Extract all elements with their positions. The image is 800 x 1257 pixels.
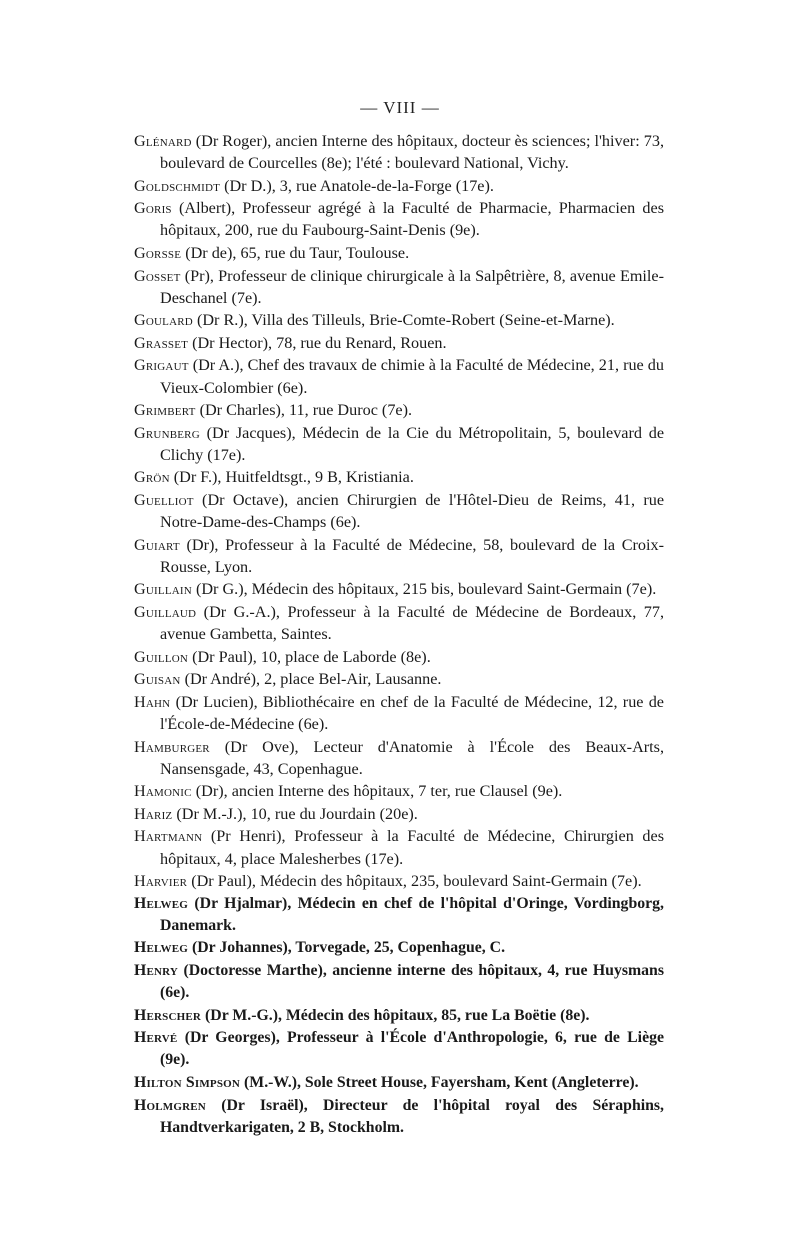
entry-name: Grimbert (134, 401, 196, 420)
list-item (134, 309, 664, 331)
directory-list (134, 130, 664, 1139)
entry-name: Grasset (134, 333, 189, 352)
entry-text: (Dr M.-G.), Médecin des hôpitaux, 85, rue La Boëtie (8e). (201, 1006, 590, 1024)
entry-name: Guelliot (134, 491, 194, 509)
entry-text: (Dr Charles), 11, rue Duroc (7e). (195, 401, 413, 420)
list-item (134, 825, 664, 869)
list-item (134, 422, 664, 466)
list-item (134, 803, 664, 825)
entry-text: (Dr A.), Chef des travaux de chimie à la Faculté de Médecine, 21, rue du Vieux-Colombier (6e). (160, 356, 664, 397)
entry-name: Goris (134, 199, 172, 218)
list-item (134, 893, 664, 937)
list-item (134, 354, 664, 398)
entry-name: Glénard (134, 132, 192, 150)
entry-text: (Dr Johannes), Torvegade, 25, Copenhague, C. (188, 939, 506, 957)
entry-name: Harvier (134, 872, 188, 891)
entry-name: Gorsse (134, 243, 182, 262)
list-item (134, 668, 664, 690)
entry-text: (Albert), Professeur agrégé à la Faculté de Pharmacie, Pharmacien des hôpitaux, 200, rue du Faubourg-Saint-Denis (9e). (160, 199, 664, 240)
list-item (134, 130, 664, 174)
entry-name: Hamonic (134, 782, 192, 801)
list-item (134, 601, 664, 645)
entry-text: (Doctoresse Marthe), ancienne interne des hôpitaux, 4, rue Huysmans (6e). (160, 961, 664, 1002)
entry-name: Grön (134, 468, 170, 487)
list-item (134, 197, 664, 241)
entry-name: Herscher (134, 1006, 202, 1024)
entry-name: Hariz (134, 804, 173, 823)
entry-text: (Dr Ove), Lecteur d'Anatomie à l'École des Beaux-Arts, Nansensgade, 43, Copenhague. (160, 737, 664, 778)
entry-text: (Dr), Professeur à la Faculté de Médecine, 58, boulevard de la Croix-Rousse, Lyon. (160, 535, 664, 576)
list-item (134, 1027, 664, 1071)
entry-name: Hartmann (134, 827, 203, 846)
entry-text: (Dr Paul), 10, place de Laborde (8e). (188, 647, 431, 666)
entry-text: (Dr F.), Huitfeldtsgt., 9 B, Kristiania. (169, 468, 414, 487)
entry-name: Hahn (134, 692, 171, 711)
entry-text: (Dr Hjalmar), Médecin en chef de l'hôpital d'Oringe, Vordingborg, Danemark. (160, 894, 664, 934)
entry-name: Guiart (134, 535, 180, 554)
entry-name: Helweg (134, 939, 189, 957)
entry-text: (Dr Paul), Médecin des hôpitaux, 235, boulevard Saint-Germain (7e). (187, 872, 642, 891)
list-item (134, 332, 664, 354)
entry-name: Grigaut (134, 356, 189, 375)
entry-text: (Pr), Professeur de clinique chirurgicale à la Salpêtrière, 8, avenue Emile-Deschanel (7e). (160, 266, 664, 307)
entry-text: (M.-W.), Sole Street House, Fayersham, Kent (Angleterre). (240, 1073, 639, 1091)
entry-text: (Dr Israël), Directeur de l'hôpital royal des Séraphins, Handtverkarigaten, 2 B, Stockholm. (160, 1096, 664, 1136)
entry-text: (Dr D.), 3, rue Anatole-de-la-Forge (17e). (220, 176, 494, 195)
entry-text: (Dr), ancien Interne des hôpitaux, 7 ter, rue Clausel (9e). (191, 782, 563, 801)
list-item (134, 736, 664, 780)
entry-text: (Dr G.-A.), Professeur à la Faculté de Médecine de Bordeaux, 77, avenue Gambetta, Saintes. (160, 602, 664, 644)
entry-text: (Dr G.), Médecin des hôpitaux, 215 bis, boulevard Saint-Germain (7e). (191, 580, 657, 599)
list-item (134, 937, 664, 959)
list-item (134, 265, 664, 309)
entry-name: Hilton Simpson (134, 1073, 241, 1091)
entry-text: (Dr de), 65, rue du Taur, Toulouse. (181, 243, 410, 262)
list-item (134, 1072, 664, 1094)
list-item (134, 691, 664, 735)
list-item (134, 175, 664, 197)
page-header: — VIII — (360, 98, 440, 117)
entry-name: Goldschmidt (134, 176, 221, 195)
list-item (134, 870, 664, 892)
list-item (134, 242, 664, 264)
entry-name: Gosset (134, 266, 181, 285)
entry-text: (Dr Georges), Professeur à l'École d'Anthropologie, 6, rue de Liège (9e). (160, 1029, 664, 1069)
entry-name: Helweg (134, 894, 189, 912)
entry-text: (Dr Lucien), Bibliothécaire en chef de la Faculté de Médecine, 12, rue de l'École-de-Médecine (6e). (160, 692, 664, 733)
list-item (134, 960, 664, 1004)
entry-name: Hervé (134, 1029, 178, 1047)
entry-name: Holmgren (134, 1096, 206, 1114)
entry-text: (Dr Roger), ancien Interne des hôpitaux, docteur ès sciences; l'hiver: 73, boulevard de Courcelles (8e); l'été : boulevard National, Vichy. (160, 132, 664, 173)
entry-name: Goulard (134, 311, 193, 330)
list-item (134, 534, 664, 578)
entry-text: (Dr André), 2, place Bel-Air, Lausanne. (180, 670, 442, 689)
entry-name: Guisan (134, 670, 181, 689)
list-item (134, 466, 664, 488)
list-item (134, 1095, 664, 1139)
entry-name: Hamburger (134, 737, 210, 756)
entry-name: Guillain (134, 580, 192, 599)
list-item (134, 399, 664, 421)
entry-name: Grunberg (134, 423, 200, 442)
entry-text: (Dr R.), Villa des Tilleuls, Brie-Comte-Robert (Seine-et-Marne). (192, 311, 615, 330)
entry-text: (Dr M.-J.), 10, rue du Jourdain (20e). (172, 804, 418, 823)
list-item (134, 646, 664, 668)
entry-text: (Dr Hector), 78, rue du Renard, Rouen. (188, 333, 447, 352)
entry-text: (Dr Octave), ancien Chirurgien de l'Hôtel-Dieu de Reims, 41, rue Notre-Dame-des-Champs (6e). (160, 491, 664, 532)
list-item (134, 1005, 664, 1027)
entry-name: Henry (134, 961, 179, 979)
list-item (134, 578, 664, 600)
entry-text: (Dr Jacques), Médecin de la Cie du Métropolitain, 5, boulevard de Clichy (17e). (160, 423, 664, 464)
list-item (134, 780, 664, 802)
entry-name: Guillon (134, 647, 189, 666)
entry-name: Guillaud (134, 602, 197, 621)
entry-text: (Pr Henri), Professeur à la Faculté de Médecine, Chirurgien des hôpitaux, 4, place Malesherbes (17e). (160, 827, 664, 868)
list-item (134, 489, 664, 533)
